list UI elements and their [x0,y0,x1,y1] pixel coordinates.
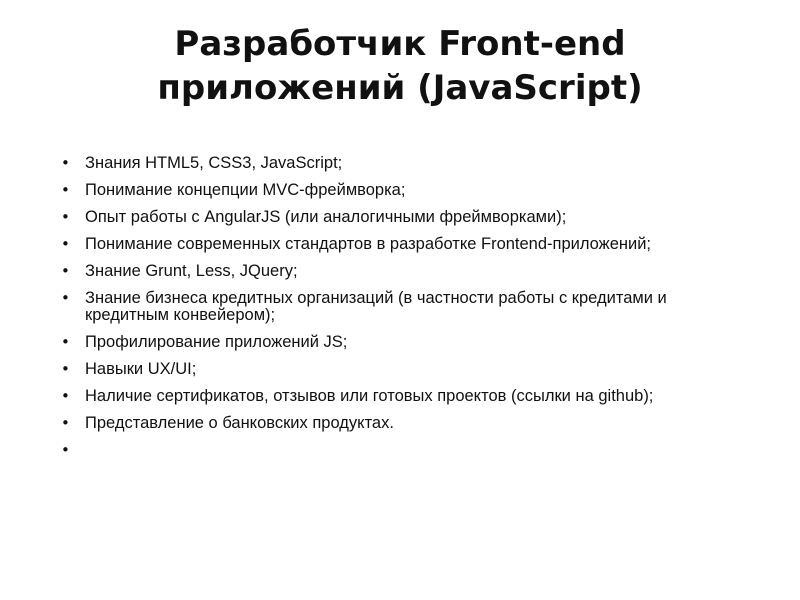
list-item-text: Профилирование приложений JS; [85,333,348,351]
list-item-text: Знание бизнеса кредитных организаций (в частности работы с кредитами и кредитным конвейером); [85,289,667,324]
list-item [60,290,740,324]
list-item-text: Представление о банковских продуктах. [85,414,394,432]
slide-title [0,22,800,110]
list-item [60,236,740,253]
bullet-icon: • [61,235,70,253]
bullet-icon: • [61,154,70,172]
list-item-text: Наличие сертификатов, отзывов или готовых проектов (ссылки на github); [85,387,654,405]
list-item [60,388,740,405]
requirements-list [60,155,740,469]
slide-title-line-2: приложений (JavaScript) [157,68,643,108]
list-item-text: Опыт работы с AngularJS (или аналогичными фреймворками); [85,208,567,226]
list-item [60,361,740,378]
list-item [60,182,740,199]
list-item [60,209,740,226]
bullet-icon: • [61,387,70,405]
bullet-icon: • [61,208,70,226]
list-item-text: Понимание концепции MVC-фреймворка; [85,181,406,199]
list-item [60,415,740,432]
list-item-text: Понимание современных стандартов в разработке Frontend-приложений; [85,235,652,253]
slide-title-line-1: Разработчик Front-end [174,24,626,64]
bullet-icon: • [61,289,70,307]
bullet-icon: • [61,360,70,378]
bullet-icon: • [61,414,70,432]
bullet-icon: • [61,333,70,351]
list-item [60,155,740,172]
bullet-icon: • [61,181,70,199]
bullet-icon: • [61,441,70,459]
bullet-icon: • [61,262,70,280]
list-item-text: Знание Grunt, Less, JQuery; [85,262,298,280]
list-item [60,334,740,351]
list-item-text: Навыки UX/UI; [85,360,197,378]
list-item [60,263,740,280]
list-item-text: Знания HTML5, CSS3, JavaScript; [85,154,343,172]
list-item-empty [60,442,740,459]
